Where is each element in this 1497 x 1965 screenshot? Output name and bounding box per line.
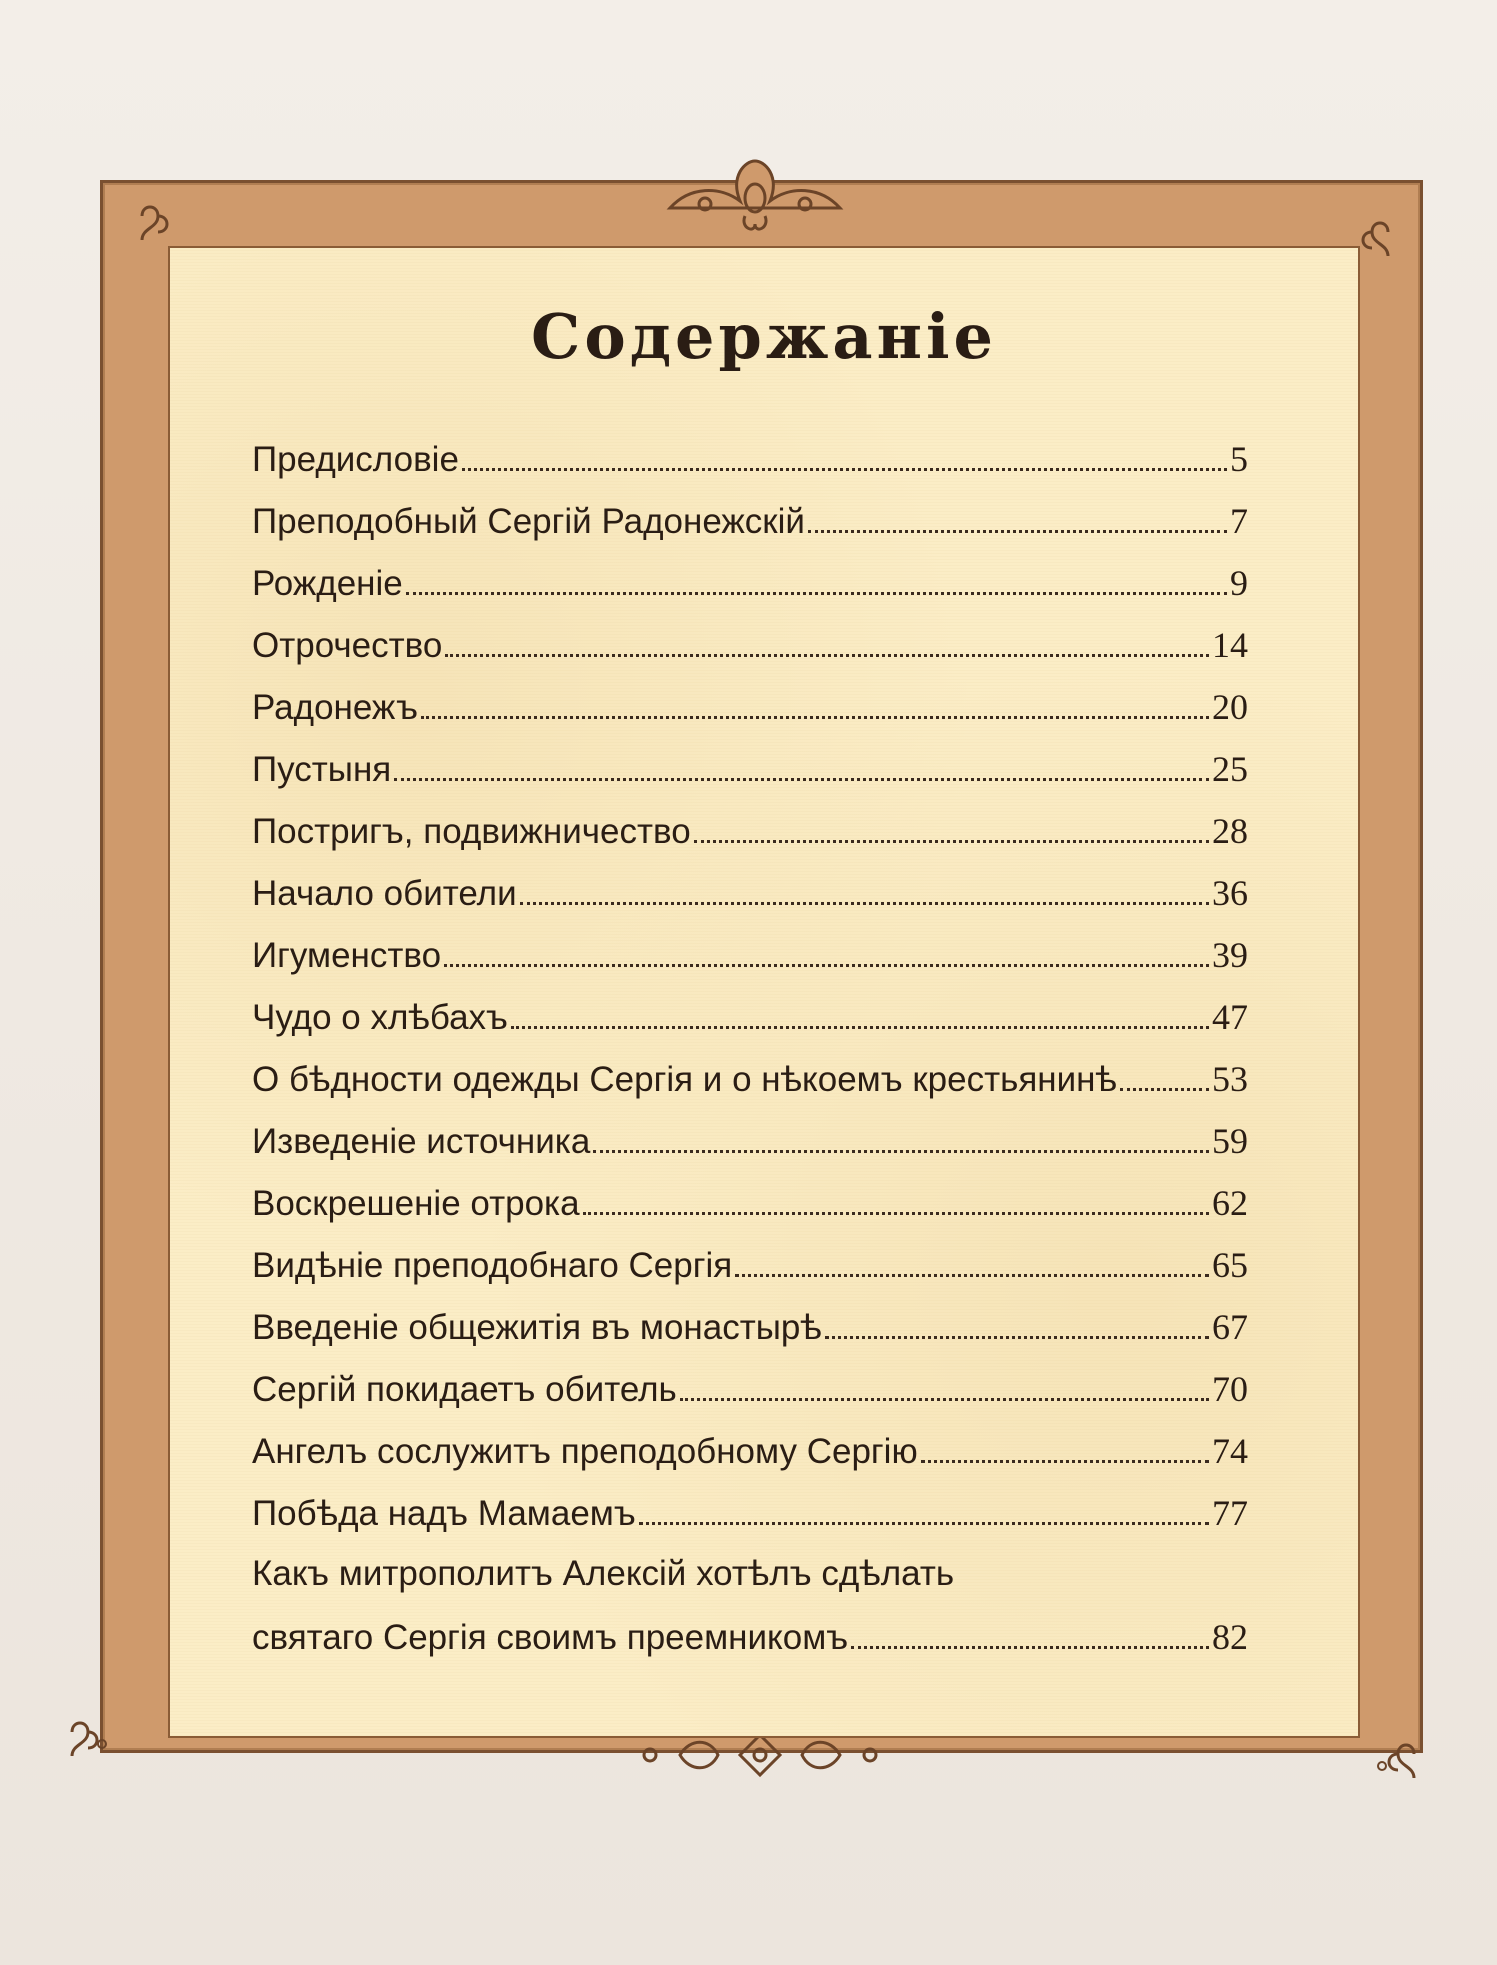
toc-entry[interactable]	[252, 748, 1248, 810]
toc-entry[interactable]	[252, 438, 1248, 500]
leader-dots	[593, 1150, 1209, 1153]
leader-dots	[583, 1212, 1209, 1215]
toc-entry[interactable]	[252, 1492, 1248, 1554]
toc-entry[interactable]	[252, 1182, 1248, 1244]
toc-entry[interactable]	[252, 1058, 1248, 1120]
toc-entry-label: Предисловіе	[252, 440, 459, 479]
toc-entry-label: Изведеніе источника	[252, 1122, 591, 1161]
toc-entry[interactable]	[252, 562, 1248, 624]
toc-entry-label: О бѣдности одежды Сергія и о нѣкоемъ крестьянинѣ	[252, 1060, 1117, 1099]
corner-knot-icon	[1364, 1734, 1428, 1798]
toc-entry-label: святаго Сергія своимъ преемникомъ	[252, 1618, 849, 1657]
toc-entry[interactable]	[252, 872, 1248, 934]
toc-entry-page: 74	[1212, 1431, 1248, 1471]
leader-dots	[394, 778, 1209, 781]
toc-entry-label: Воскрешеніе отрока	[252, 1184, 580, 1223]
toc-entry-label: Видѣніе преподобнаго Сергія	[252, 1246, 733, 1285]
leader-dots	[406, 592, 1227, 595]
toc-entry[interactable]	[252, 1616, 1248, 1678]
leader-dots	[921, 1460, 1209, 1463]
leader-dots	[735, 1274, 1209, 1277]
toc-entry-page: 25	[1212, 749, 1248, 789]
leader-dots	[444, 964, 1209, 967]
toc-entry-page: 28	[1212, 811, 1248, 851]
toc-entry-label: Начало обители	[252, 874, 517, 913]
leader-dots	[694, 840, 1209, 843]
toc-entry-label: Побѣда надъ Мамаемъ	[252, 1494, 636, 1533]
toc-entry[interactable]	[252, 624, 1248, 686]
toc-entry-label: Постригъ, подвижничество	[252, 812, 691, 851]
toc-entry-page: 67	[1212, 1307, 1248, 1347]
scroll-ornament-icon	[660, 146, 850, 236]
toc-entry-label: Рожденіе	[252, 564, 403, 603]
toc-entry[interactable]	[252, 1120, 1248, 1182]
leader-dots	[445, 654, 1209, 657]
leader-dots	[808, 530, 1227, 533]
toc-entry-page: 59	[1212, 1121, 1248, 1161]
leader-dots	[520, 902, 1209, 905]
toc-entry-page: 82	[1212, 1617, 1248, 1657]
toc-entry-page: 36	[1212, 873, 1248, 913]
toc-entry-page: 5	[1230, 439, 1248, 479]
toc-entry-label: Ангелъ сослужитъ преподобному Сергію	[252, 1432, 918, 1471]
corner-knot-icon	[58, 1712, 122, 1776]
toc-entry-page: 47	[1212, 997, 1248, 1037]
toc-entry-label: Введеніе общежитія въ монастырѣ	[252, 1308, 822, 1347]
toc-entry-label: Преподобный Сергій Радонежскій	[252, 502, 805, 541]
toc-entry[interactable]	[252, 1368, 1248, 1430]
toc-entry-page: 77	[1212, 1493, 1248, 1533]
toc-entry-page: 53	[1212, 1059, 1248, 1099]
toc-entry-page: 7	[1230, 501, 1248, 541]
toc-entry[interactable]	[252, 686, 1248, 748]
leader-dots	[421, 716, 1209, 719]
toc-entry[interactable]	[252, 934, 1248, 996]
toc-entry-page: 14	[1212, 625, 1248, 665]
toc-entry-label: Радонежъ	[252, 688, 418, 727]
toc-entry-label: Отрочество	[252, 626, 443, 665]
leader-dots	[511, 1026, 1209, 1029]
leader-dots	[1120, 1088, 1209, 1091]
toc-entry[interactable]	[252, 810, 1248, 872]
toc-entry-page: 39	[1212, 935, 1248, 975]
toc-entry-page: 70	[1212, 1369, 1248, 1409]
toc-entry[interactable]	[252, 1244, 1248, 1306]
toc-entry[interactable]	[252, 996, 1248, 1058]
table-of-contents	[252, 438, 1248, 1678]
toc-entry[interactable]	[252, 1430, 1248, 1492]
toc-entry-page: 20	[1212, 687, 1248, 727]
toc-entry-label: Какъ митрополитъ Алексій хотѣлъ сдѣлать	[252, 1554, 955, 1593]
page-title: Содержаніе	[531, 300, 997, 373]
toc-entry-page: 9	[1230, 563, 1248, 603]
toc-entry[interactable]	[252, 500, 1248, 562]
leader-dots	[825, 1336, 1209, 1339]
leader-dots	[462, 468, 1227, 471]
toc-entry-label: Чудо о хлѣбахъ	[252, 998, 508, 1037]
toc-entry-first-line[interactable]	[252, 1554, 1248, 1616]
toc-entry-page: 65	[1212, 1245, 1248, 1285]
leader-dots	[680, 1398, 1209, 1401]
toc-entry-label: Сергій покидаетъ обитель	[252, 1370, 677, 1409]
leader-dots	[851, 1646, 1209, 1649]
leader-dots	[639, 1522, 1209, 1525]
toc-entry-page: 62	[1212, 1183, 1248, 1223]
toc-entry-label: Игуменство	[252, 936, 442, 975]
toc-entry-label: Пустыня	[252, 750, 392, 789]
toc-entry[interactable]	[252, 1306, 1248, 1368]
